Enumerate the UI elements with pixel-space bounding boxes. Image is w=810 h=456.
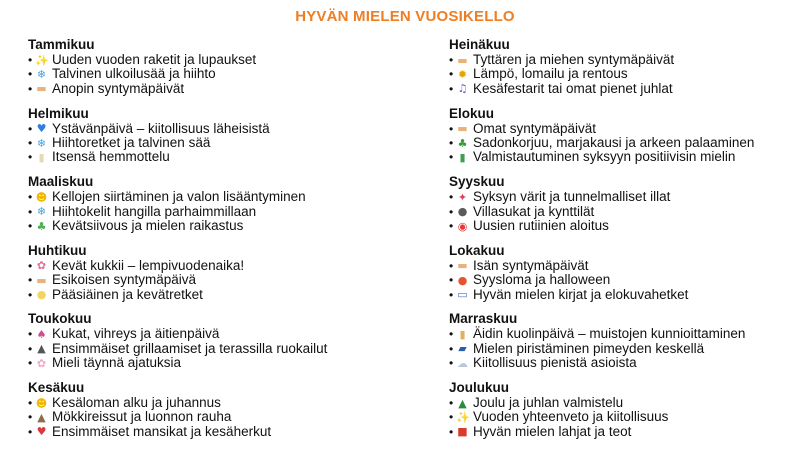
item-text: Uuden vuoden raketit ja lupaukset [52,52,257,67]
item-text: Anopin syntymäpäivät [52,80,185,96]
bullet: • [449,67,454,82]
item-text: Mökkireissut ja luonnon rauha [52,409,232,425]
cake-icon: ▬ [36,273,47,287]
month-heading: Helmikuu [28,105,89,121]
list-item [449,410,810,424]
item-text: Kellojen siirtäminen ja valon lisääntyminen [52,189,306,205]
flower-icon: ✿ [36,259,47,273]
item-text: Pääsiäinen ja kevätretket [52,286,203,302]
item-text: Mieli täynnä ajatuksia [52,355,182,371]
music-icon: ♫ [457,82,468,96]
list-item [28,219,398,233]
bullet: • [28,190,33,205]
month-heading: Lokakuu [449,242,505,258]
month-heading: Tammikuu [28,37,95,52]
candle-icon: ▮ [459,328,466,342]
sparkles-icon: ✨ [35,53,49,67]
list-item [449,425,810,439]
paintbrush-icon: ▰ [458,342,467,356]
item-text: Talvinen ulkoilusää ja hiihto [52,66,216,82]
list-item [449,136,810,150]
month-section-huhtikuu [28,243,398,312]
list-item [449,356,810,370]
month-section-lokakuu [449,243,810,312]
list-item [449,259,810,273]
bullet: • [449,410,454,425]
month-section-elokuu [449,106,810,175]
list-item [449,219,810,233]
list-item [449,327,810,341]
bullet: • [449,190,454,205]
cake-icon: ▬ [457,259,468,273]
snowflake-icon: ❄ [36,205,47,219]
month-heading: Elokuu [449,105,495,121]
snowflake-icon: ❄ [36,136,47,150]
month-heading: Joulukuu [449,379,509,395]
bullet: • [449,121,454,136]
item-text: Villasukat ja kynttilät [473,203,595,219]
bullet: • [449,341,454,356]
bullet: • [449,273,454,288]
item-text: Äidin kuolinpäivä – muistojen kunnioittaminen [473,326,746,342]
pumpkin-icon: ● [457,273,468,287]
list-item [28,425,398,439]
bullet: • [449,356,454,371]
list-item [449,342,810,356]
bullet: • [449,150,454,165]
item-text: Ensimmäiset grillaamiset ja terassilla ruokailut [52,340,328,356]
list-item [28,67,398,81]
month-section-toukokuu [28,311,398,380]
target-icon: ◉ [457,219,468,233]
heart-icon: ♥ [36,122,47,136]
list-item [449,67,810,81]
sunflower-icon: ✹ [457,68,468,82]
month-section-marraskuu [449,311,810,380]
bullet: • [28,356,33,371]
item-text: Uusien rutiinien aloitus [473,217,609,233]
list-item [28,205,398,219]
item-text: Joulu ja juhlan valmistelu [473,394,624,410]
bullet: • [449,81,454,96]
item-text: Syksyn värit ja tunnelmalliset illat [473,189,671,205]
left-column [28,37,398,449]
bullet: • [28,287,33,302]
right-column [449,37,810,449]
item-text: Hiihtokelit hangilla parhaimmillaan [52,203,257,219]
list-item [28,136,398,150]
item-text: Kiitollisuus pienistä asioista [473,355,637,371]
item-text: Isän syntymäpäivät [473,257,589,273]
grill-icon: ▲ [37,342,46,356]
leaf-icon: ♣ [457,136,468,150]
list-item [28,150,398,164]
tulip-icon: ♠ [36,328,47,342]
list-item [449,53,810,67]
list-item [28,342,398,356]
month-section-kesakuu [28,380,398,449]
smiley-icon: ☻ [35,396,48,410]
bullet: • [28,81,33,96]
month-section-helmikuu [28,106,398,175]
list-item [28,396,398,410]
cake-icon: ▬ [457,122,468,136]
gift-icon: ■ [457,425,468,439]
list-item [449,273,810,287]
maple-leaf-icon: ✦ [457,190,468,204]
item-text: Vuoden yhteenveto ja kiitollisuus [473,409,669,425]
bullet: • [28,218,33,233]
cake-icon: ▬ [457,53,468,67]
month-heading: Heinäkuu [449,37,510,52]
bullet: • [449,204,454,219]
item-text: Ensimmäiset mansikat ja kesäherkut [52,423,272,439]
item-text: Sadonkorjuu, marjakausi ja arkeen palaaminen [473,134,755,150]
month-heading: Toukokuu [28,311,92,327]
bullet: • [449,395,454,410]
month-heading: Huhtikuu [28,242,87,258]
bullet: • [28,67,33,82]
item-text: Hiihtoretket ja talvinen sää [52,134,211,150]
item-text: Hyvän mielen lahjat ja teot [473,423,632,439]
cloud-icon: ☁ [457,356,468,370]
list-item [28,259,398,273]
book-icon: ▭ [457,288,468,302]
bullet: • [28,135,33,150]
item-text: Valmistautuminen syksyyn positiivisin mielin [473,149,736,165]
cake-icon: ▬ [36,82,47,96]
month-section-tammikuu [28,37,398,106]
item-text: Kevät kukkii – lempivuodenaika! [52,257,245,273]
list-item [449,150,810,164]
sprout-icon: ♣ [36,219,47,233]
month-section-heinakuu [449,37,810,106]
list-item [28,327,398,341]
bullet: • [28,327,33,342]
item-text: Itsensä hemmottelu [52,149,170,165]
item-text: Tyttären ja miehen syntymäpäivät [473,52,675,67]
candle-icon: ▮ [38,151,45,165]
bullet: • [449,327,454,342]
list-item [449,205,810,219]
list-item [28,190,398,204]
list-item [28,410,398,424]
smiley-icon: ☻ [35,190,48,204]
item-text: Esikoisen syntymäpäivä [52,272,197,288]
item-text: Mielen piristäminen pimeyden keskellä [473,340,705,356]
item-text: Kesäloman alku ja juhannus [52,394,221,410]
snowflake-icon: ❄ [36,68,47,82]
bullet: • [449,287,454,302]
chart-icon: ▮ [459,151,466,165]
bullet: • [449,258,454,273]
list-item [28,273,398,287]
page-title: HYVÄN MIELEN VUOSIKELLO [295,8,515,25]
strawberry-icon: ♥ [36,425,47,439]
month-heading: Marraskuu [449,311,518,327]
month-heading: Kesäkuu [28,379,85,395]
list-item [28,82,398,96]
list-item [449,82,810,96]
bullet: • [28,410,33,425]
bullet: • [28,121,33,136]
bullet: • [28,150,33,165]
item-text: Kevätsiivous ja mielen raikastus [52,217,244,233]
list-item [449,396,810,410]
month-heading: Syyskuu [449,174,505,190]
bullet: • [449,53,454,67]
item-text: Kukat, vihreys ja äitienpäivä [52,326,220,342]
bullet: • [449,218,454,233]
item-text: Ystävänpäivä – kiitollisuus läheisistä [52,120,270,136]
list-item [28,356,398,370]
list-item [28,122,398,136]
bullet: • [28,204,33,219]
bullet: • [449,135,454,150]
month-section-syyskuu [449,174,810,243]
list-item [28,53,398,67]
blossom-icon: ✿ [36,356,47,370]
bullet: • [28,273,33,288]
item-text: Syysloma ja halloween [473,272,611,288]
list-item [449,288,810,302]
list-item [449,190,810,204]
list-item [449,122,810,136]
sparkles-icon: ✨ [456,411,470,425]
bullet: • [28,341,33,356]
bullet: • [28,53,33,67]
month-section-joulukuu [449,380,810,449]
bullet: • [28,424,33,439]
month-heading: Maaliskuu [28,174,94,190]
item-text: Kesäfestarit tai omat pienet juhlat [473,80,673,96]
yarn-icon: ● [457,205,468,219]
item-text: Lämpö, lomailu ja rentous [473,66,628,82]
cabin-icon: ▲ [37,411,46,425]
christmas-tree-icon: ▲ [458,396,467,410]
item-text: Omat syntymäpäivät [473,120,597,136]
item-text: Hyvän mielen kirjat ja elokuvahetket [473,286,689,302]
chick-icon: ● [36,288,47,302]
bullet: • [449,424,454,439]
month-section-maaliskuu [28,174,398,243]
bullet: • [28,395,33,410]
list-item [28,288,398,302]
bullet: • [28,258,33,273]
